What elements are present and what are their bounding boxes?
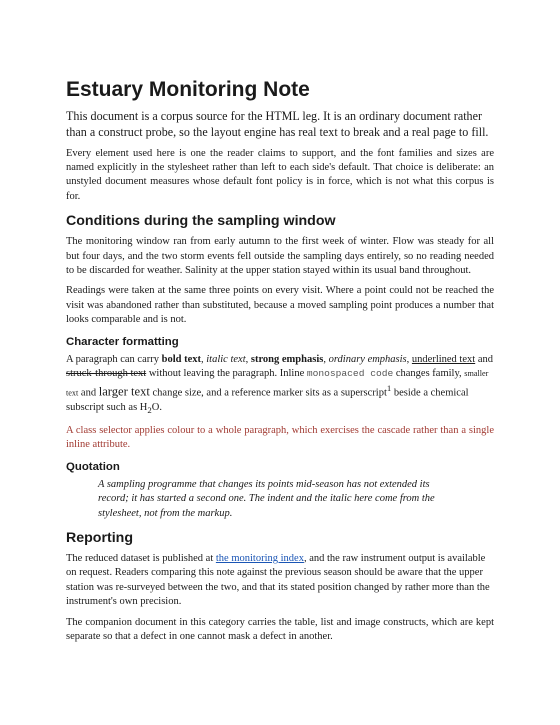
formatting-text: ,	[245, 353, 251, 365]
smaller-text: smaller text	[66, 369, 489, 398]
reference-superscript: 1	[386, 383, 392, 394]
formatting-text: and	[475, 353, 493, 365]
formatting-paragraph	[66, 353, 494, 418]
struck-text: struck-through text	[66, 368, 147, 380]
larger-text: larger text	[98, 384, 150, 399]
formatting-text: beside a chemical subscript such as H	[66, 387, 469, 414]
emphasis-text: ordinary emphasis	[328, 353, 407, 365]
intro-paragraph: Every element used here is one the reader claims to support, and the font families and sizes are named explicitly in the stylesheet rather than left to each side's default. That choice is deliberate: an unstyled document measures whose default font policy is in force, which is not what this corpus is for.	[66, 147, 494, 202]
document-title: Estuary Monitoring Note	[66, 78, 310, 101]
lead-paragraph: This document is a corpus source for the HTML leg. It is an ordinary document rather than a construct probe, so the layout engine has real text to break and a real page to fill.	[66, 109, 489, 140]
inline-code: monospaced code	[306, 368, 394, 380]
conditions-heading: Conditions during the sampling window	[66, 213, 336, 230]
formatting-text: changes family,	[393, 368, 465, 380]
monitoring-index-link[interactable]: the monitoring index	[215, 552, 304, 564]
quotation-heading: Quotation	[66, 460, 120, 473]
formatting-text: ,	[201, 353, 207, 365]
formatting-text: ,	[323, 353, 329, 365]
reporting-paragraph-2: The companion document in this category carries the table, list and image constructs, which are kept separate so that a defect in one cannot mask a defect in another.	[66, 616, 494, 642]
formatting-text: O.	[151, 402, 162, 414]
chemical-subscript: 2	[147, 405, 152, 416]
conditions-paragraph-1: The monitoring window ran from early autumn to the first week of winter. Flow was steady for all but four days, and the two storm events fell outside the sampling days entirely, so no reading needed to be discarded for weather. Salinity at the upper station stayed within its usual band throughout.	[66, 236, 494, 277]
formatting-heading: Character formatting	[66, 335, 179, 348]
bold-text: bold text	[161, 353, 201, 365]
class-colored-paragraph: A class selector applies colour to a whole paragraph, which exercises the cascade rather than a single inline attribute.	[66, 424, 494, 451]
formatting-text: without leaving the paragraph. Inline	[146, 368, 307, 380]
reporting-paragraph-1	[66, 552, 494, 610]
formatting-text: and	[78, 387, 99, 399]
reporting-text: , and the raw instrument output is available on request. Readers comparing this note against the previous season should be aware that the upper station was re-surveyed between the two, and that its stated position changed by rather more than the instrument's own precision.	[66, 552, 490, 608]
conditions-paragraph-2: Readings were taken at the same three points on every visit. Where a point could not be reached the visit was abandoned rather than substituted, because a moved sampling point produces a number that looks comparable and is not.	[66, 285, 494, 326]
underlined-text: underlined text	[411, 353, 476, 365]
formatting-text: ,	[406, 353, 412, 365]
strong-text: strong emphasis	[250, 353, 324, 365]
formatting-text: A paragraph can carry	[66, 353, 162, 365]
block-quotation: A sampling programme that changes its points mid-season has not extended its record; it has started a second one. The indent and the italic here come from the stylesheet, not from the markup.	[98, 478, 435, 519]
reporting-heading: Reporting	[66, 529, 133, 546]
reporting-text: The reduced dataset is published at	[66, 552, 216, 564]
formatting-text: change size, and a reference marker sits as a superscript	[149, 387, 387, 399]
italic-text: italic text	[206, 353, 246, 365]
